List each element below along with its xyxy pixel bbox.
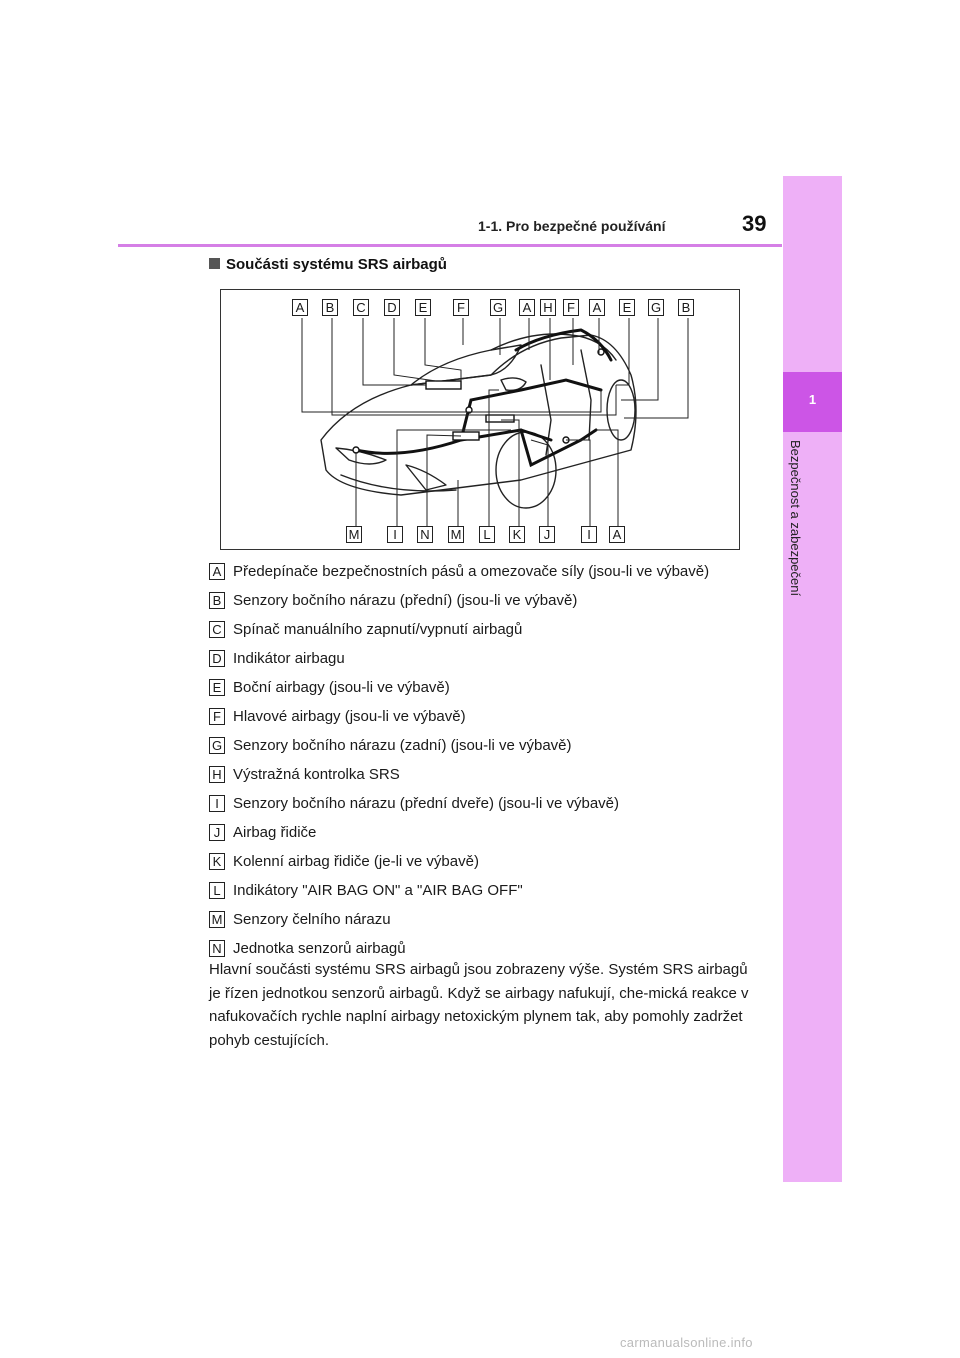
top-label-8: A (519, 299, 535, 316)
side-chapter-title (788, 440, 808, 660)
legend-item (209, 673, 769, 702)
headlight-right (406, 465, 446, 490)
top-label-4: D (384, 299, 400, 316)
legend-item (209, 731, 769, 760)
legend-letter: J (209, 824, 225, 841)
page-number: 39 (742, 211, 767, 236)
side-chapter-tab (783, 176, 842, 1182)
section-title-text: Součásti systému SRS airbagů (226, 256, 447, 273)
legend-item (209, 760, 769, 789)
component-legend (209, 557, 769, 963)
legend-item (209, 847, 769, 876)
chapter-section-header: 1-1. Pro bezpečné používání (478, 218, 666, 234)
legend-text: Spínač manuálního zapnutí/vypnutí airbagů (233, 621, 523, 638)
bottom-label-5: L (479, 526, 495, 543)
legend-letter: K (209, 853, 225, 870)
top-label-7: G (490, 299, 506, 316)
footer-watermark: carmanualsonline.info (620, 1335, 753, 1350)
legend-text: Senzory bočního nárazu (zadní) (jsou-li ve výbavě) (233, 737, 572, 754)
legend-item (209, 905, 769, 934)
bottom-label-2: I (387, 526, 403, 543)
airbag-indicator-component (426, 381, 461, 389)
top-label-14: B (678, 299, 694, 316)
legend-text: Senzory bočního nárazu (přední dveře) (jsou-li ve výbavě) (233, 795, 620, 812)
legend-item (209, 615, 769, 644)
bottom-label-8: I (581, 526, 597, 543)
legend-text: Senzory bočního nárazu (přední) (jsou-li ve výbavě) (233, 592, 578, 609)
top-label-3: C (353, 299, 369, 316)
legend-letter: F (209, 708, 225, 725)
legend-item (209, 586, 769, 615)
bottom-label-1: M (346, 526, 362, 543)
legend-text: Hlavové airbagy (jsou-li ve výbavě) (233, 708, 466, 725)
bottom-label-9: A (609, 526, 625, 543)
door-line-rear (581, 350, 591, 440)
harness-center (461, 380, 601, 440)
top-label-12: E (619, 299, 635, 316)
legend-text: Boční airbagy (jsou-li ve výbavě) (233, 679, 450, 696)
knee-airbag-component (486, 415, 514, 422)
legend-letter: B (209, 592, 225, 609)
top-label-6: F (453, 299, 469, 316)
bottom-label-7: J (539, 526, 555, 543)
legend-item (209, 644, 769, 673)
legend-letter: H (209, 766, 225, 783)
square-bullet-icon (209, 258, 220, 269)
top-label-5: E (415, 299, 431, 316)
legend-text: Senzory čelního nárazu (233, 911, 391, 928)
top-labels (292, 299, 712, 319)
section-title (209, 256, 447, 273)
side-chapter-number: 1 (808, 392, 817, 407)
legend-item (209, 876, 769, 905)
top-label-11: A (589, 299, 605, 316)
legend-text: Indikátory "AIR BAG ON" a "AIR BAG OFF" (233, 882, 523, 899)
legend-text: Výstražná kontrolka SRS (233, 766, 400, 783)
legend-letter: M (209, 911, 225, 928)
header-divider (118, 244, 782, 247)
legend-item (209, 702, 769, 731)
bottom-label-3: N (417, 526, 433, 543)
top-label-9: H (540, 299, 556, 316)
rear-wheel (607, 380, 635, 440)
bottom-label-6: K (509, 526, 525, 543)
side-chapter-title-text: Bezpečnost a zabezpečení (788, 440, 803, 597)
legend-item (209, 789, 769, 818)
bottom-labels (346, 526, 646, 546)
legend-text: Předepínače bezpečnostních pásů a omezovače síly (jsou-li ve výbavě) (233, 563, 710, 580)
top-label-13: G (648, 299, 664, 316)
legend-text: Jednotka senzorů airbagů (233, 940, 406, 957)
legend-letter: E (209, 679, 225, 696)
legend-text: Airbag řidiče (233, 824, 317, 841)
legend-item (209, 557, 769, 586)
legend-letter: N (209, 940, 225, 957)
description-paragraph: Hlavní součásti systému SRS airbagů jsou zobrazeny výše. Systém SRS airbagů je řízen jednotkou senzorů airbagů. Když se airbagy nafukují, che-mická reakce v nafukovačích rychle naplní airbagy netoxickým plynem tak, aby pomohly zadržet pohyb cestujících. (209, 961, 749, 1049)
legend-letter: G (209, 737, 225, 754)
legend-text: Kolenní airbag řidiče (je-li ve výbavě) (233, 853, 479, 870)
top-label-1: A (292, 299, 308, 316)
legend-letter: A (209, 563, 225, 580)
legend-letter: L (209, 882, 225, 899)
srs-airbag-diagram (220, 289, 740, 550)
legend-text: Indikátor airbagu (233, 650, 345, 667)
legend-letter: C (209, 621, 225, 638)
legend-letter: I (209, 795, 225, 812)
top-label-2: B (322, 299, 338, 316)
top-label-10: F (563, 299, 579, 316)
bottom-label-4: M (448, 526, 464, 543)
legend-item (209, 818, 769, 847)
legend-letter: D (209, 650, 225, 667)
car-illustration (221, 290, 739, 549)
